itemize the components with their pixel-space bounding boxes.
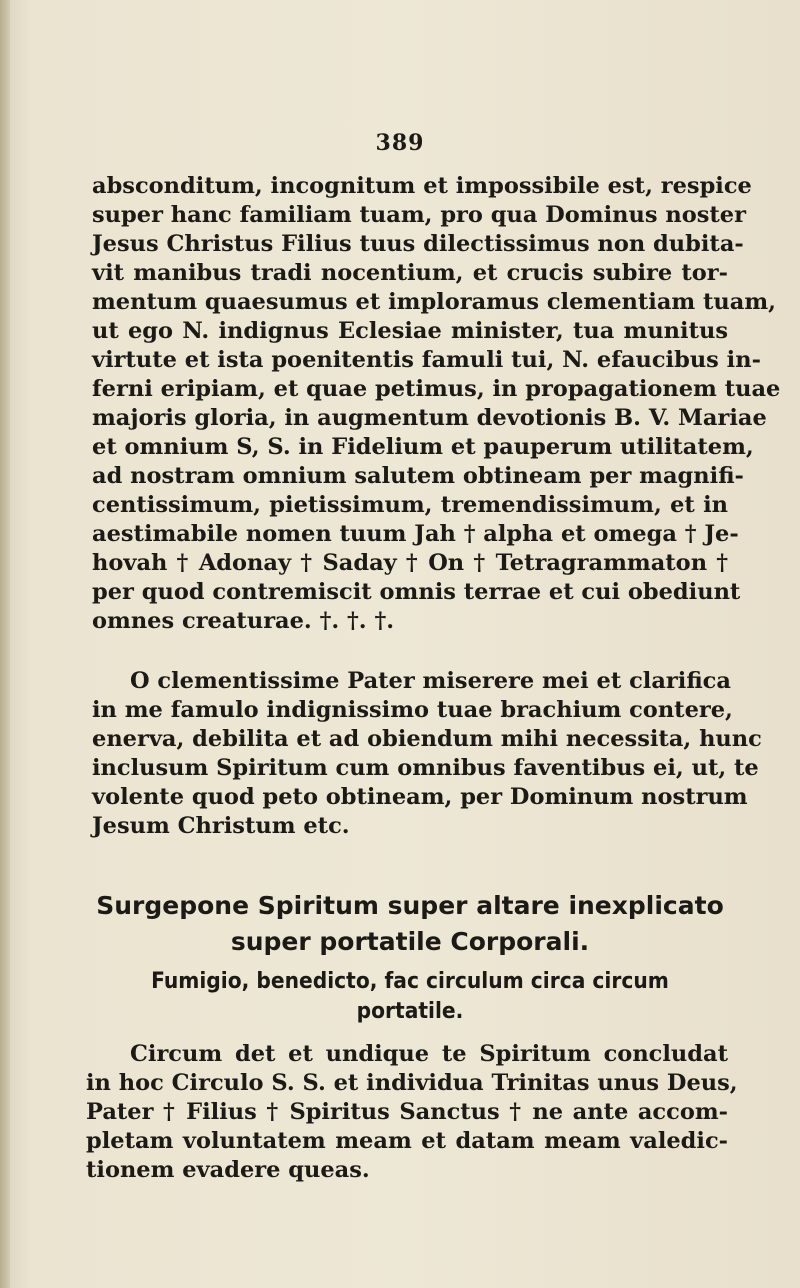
paragraph-1-line: mentum quaesumus et imploramus clementiam tuam, <box>92 289 777 315</box>
paragraph-1-line: majoris gloria, in augmentum devotionis B. V. Mariae <box>92 405 767 431</box>
paragraph-3-line: tionem evadere queas. <box>86 1157 370 1183</box>
paragraph-3-line: in hoc Circulo S. S. et individua Trinitas unus Deus, <box>86 1070 738 1096</box>
paragraph-1-line: absconditum, incognitum et impossibile est, respice <box>92 173 752 199</box>
paragraph-2-line: Jesum Christum etc. <box>92 813 350 839</box>
paragraph-1-line: virtute et ista poenitentis famuli tui, N. efaucibus in- <box>92 347 761 373</box>
paragraph-2-line: inclusum Spiritum cum omnibus faventibus ei, ut, te <box>92 755 759 781</box>
paragraph-3-line: pletam voluntatem meam et datam meam valedic- <box>86 1128 728 1154</box>
paragraph-1-line: omnes creaturae. †. †. †. <box>92 608 395 634</box>
rubric-instruction <box>80 966 740 1026</box>
paragraph-1-line: per quod contremiscit omnis terrae et cui obediunt <box>92 579 741 605</box>
paragraph-1-line: ut ego N. indignus Eclesiae minister, tua munitus <box>92 318 728 344</box>
paragraph-1-line: ad nostram omnium salutem obtineam per magnifi- <box>92 463 744 489</box>
paragraph-1 <box>92 172 781 636</box>
paragraph-2-line: volente quod peto obtineam, per Dominum nostrum <box>92 784 748 810</box>
page-binding-edge <box>0 0 10 1288</box>
page-number: 389 <box>375 130 425 156</box>
paragraph-1-line: Jesus Christus Filius tuus dilectissimus non dubita- <box>92 231 744 257</box>
paragraph-2 <box>92 667 762 841</box>
section-heading-line: Surgepone Spiritum super altare inexplicato <box>96 891 724 920</box>
paragraph-1-line: ferni eripiam, et quae petimus, in propagationem tuae <box>92 376 781 402</box>
paragraph-1-line: vit manibus tradi nocentium, et crucis subire tor- <box>92 260 728 286</box>
rubric-instruction-line: portatile. <box>356 998 464 1024</box>
paragraph-3-line: Pater † Filius † Spiritus Sanctus † ne ante accom- <box>86 1099 728 1125</box>
paragraph-1-line: hovah † Adonay † Saday † On † Tetragrammaton † <box>92 550 728 576</box>
paragraph-2-line: enerva, debilita et ad obiendum mihi necessita, hunc <box>92 726 762 752</box>
paragraph-1-line: super hanc familiam tuam, pro qua Dominus noster <box>92 202 746 228</box>
section-heading-line: super portatile Corporali. <box>230 927 590 956</box>
paragraph-3 <box>86 1040 738 1185</box>
paragraph-1-line: aestimabile nomen tuum Jah † alpha et omega † Je- <box>92 521 739 547</box>
paragraph-3-line: Circum det et undique te Spiritum concludat <box>130 1041 728 1067</box>
rubric-instruction-line: Fumigio, benedicto, fac circulum circa circum <box>151 968 669 994</box>
paragraph-1-line: et omnium S, S. in Fidelium et pauperum utilitatem, <box>92 434 754 460</box>
paragraph-2-line: in me famulo indignissimo tuae brachium contere, <box>92 697 733 723</box>
paragraph-2-line: O clementissime Pater miserere mei et clarifica <box>130 668 731 694</box>
paragraph-1-line: centissimum, pietissimum, tremendissimum, et in <box>92 492 728 518</box>
section-heading <box>60 888 760 960</box>
